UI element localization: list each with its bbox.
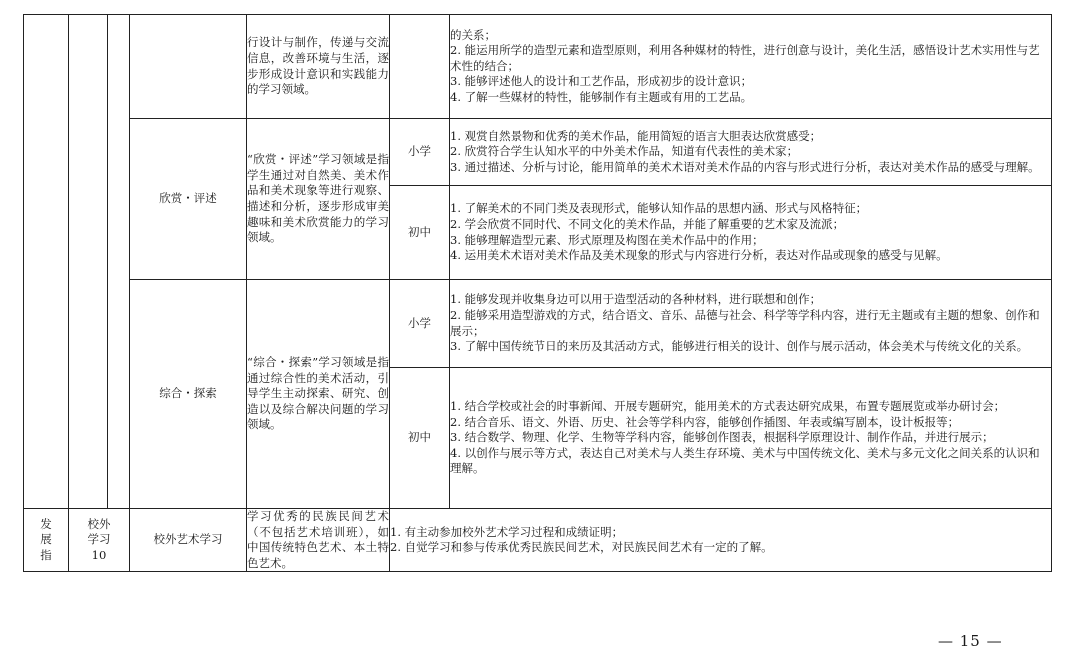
standard-item: 1. 能够发现并收集身边可以用于造型活动的各种材料，进行联想和创作；: [450, 292, 822, 307]
domain-description: “综合・探索”学习领域是指通过综合性的美术活动，引导学生主动探索、研究、创造以及综合解决问题的学习领域。: [247, 280, 390, 509]
subcategory-cell-blank: [69, 15, 108, 509]
standards-table: [23, 14, 1052, 572]
domain-cell-blank: [130, 15, 247, 119]
subcategory-line: 10: [91, 547, 107, 562]
category-cell: [24, 509, 69, 572]
standard-item: 1. 有主动参加校外艺术学习过程和成绩证明；: [390, 524, 624, 539]
table-row: [24, 509, 1052, 572]
domain-description: 行设计与制作，传递与交流信息，改善环境与生活，逐步形成设计意识和实践能力的学习领域。: [247, 15, 390, 119]
stage-cell-blank: [390, 15, 450, 119]
standard-item: 2. 能运用所学的造型元素和造型原则，利用各种媒材的特性，进行创意与设计，美化生活，感悟设计艺术实用性与艺术性的结合；: [450, 43, 1040, 73]
subcategory-cell: [69, 509, 130, 572]
stage-label: 初中: [390, 368, 450, 509]
standard-item: 3. 结合数学、物理、化学、生物等学科内容，能够创作图表，根据科学原理设计、制作作品，并进行展示；: [450, 430, 994, 445]
standard-item: 1. 结合学校或社会的时事新闻、开展专题研究，能用美术的方式表达研究成果，布置专题展览或举办研讨会；: [450, 399, 1006, 414]
category-char: 发: [40, 516, 52, 531]
standard-item: 3. 能够评述他人的设计和工艺作品，形成初步的设计意识；: [450, 74, 753, 89]
subcategory-line: 校外: [87, 516, 111, 531]
standard-item: 2. 能够采用造型游戏的方式，结合语文、音乐、品德与社会、科学等学科内容，进行无主题或有主题的想象、创作和展示；: [450, 307, 1040, 338]
standard-item: 3. 了解中国传统节日的来历及其活动方式，能够进行相关的设计、创作与展示活动，体会美术与传统文化的关系。: [450, 339, 1029, 354]
standard-item: 2. 学会欣赏不同时代、不同文化的美术作品，并能了解重要的艺术家及流派；: [450, 216, 845, 231]
domain-title: 欣赏・评述: [130, 119, 247, 280]
category-char: 展: [40, 532, 52, 547]
standard-item: 4. 运用美术术语对美术作品及美术现象的形式与内容进行分析，表达对作品或现象的感受与见解。: [450, 248, 948, 263]
stage-label: 初中: [390, 186, 450, 280]
stage-label: 小学: [390, 280, 450, 368]
standard-item: 1. 观赏自然景物和优秀的美术作品，能用简短的语言大胆表达欣赏感受；: [450, 128, 822, 143]
subcategory-line: 学习: [87, 532, 111, 547]
table-row: [24, 119, 1052, 186]
table-row: [24, 280, 1052, 368]
standard-item: 3. 通过描述、分析与讨论，能用简单的美术术语对美术作品的内容与形式进行分析，表达对美术作品的感受与理解。: [450, 159, 1040, 174]
domain-description: “欣赏・评述”学习领域是指学生通过对自然美、美术作品和美术现象等进行观察、描述和分析，逐步形成审美趣味和美术欣赏能力的学习领域。: [247, 119, 390, 280]
domain-description: 学习优秀的民族民间艺术（不包括艺术培训班），如中国传统特色艺术、本土特色艺术。: [247, 509, 390, 572]
standard-item: 的关系；: [450, 27, 496, 42]
standard-item: 4. 了解一些媒材的特性，能够制作有主题或有用的工艺品。: [450, 89, 753, 104]
standard-item: 4. 以创作与展示等方式，表达自己对美术与人类生存环境、美术与中国传统文化、美术与多元文化之间关系的认识和理解。: [450, 445, 1040, 476]
standards-cell: [450, 15, 1052, 119]
narrow-cell-blank: [108, 15, 130, 509]
stage-label: 小学: [390, 119, 450, 186]
standards-cell: [450, 186, 1052, 280]
standards-cell: [450, 280, 1052, 368]
standards-cell: [390, 509, 1052, 572]
standard-item: 2. 自觉学习和参与传承优秀民族民间艺术，对民族民间艺术有一定的了解。: [390, 540, 773, 555]
standard-item: 1. 了解美术的不同门类及表现形式，能够认知作品的思想内涵、形式与风格特征；: [450, 201, 868, 216]
category-cell-blank: [24, 15, 69, 509]
table-row: [24, 15, 1052, 119]
domain-title: 校外艺术学习: [130, 509, 247, 572]
standards-cell: [450, 368, 1052, 509]
category-char: 指: [40, 547, 52, 562]
page-number: — 15 —: [938, 632, 1003, 650]
domain-title: 综合・探索: [130, 280, 247, 509]
standard-item: 2. 结合音乐、语文、外语、历史、社会等学科内容，能够创作插图、年表或编写剧本，设计板报等；: [450, 414, 960, 429]
standard-item: 3. 能够理解造型元素、形式原理及构图在美术作品中的作用；: [450, 232, 764, 247]
standards-cell: [450, 119, 1052, 186]
standard-item: 2. 欣赏符合学生认知水平的中外美术作品，知道有代表性的美术家；: [450, 144, 799, 159]
